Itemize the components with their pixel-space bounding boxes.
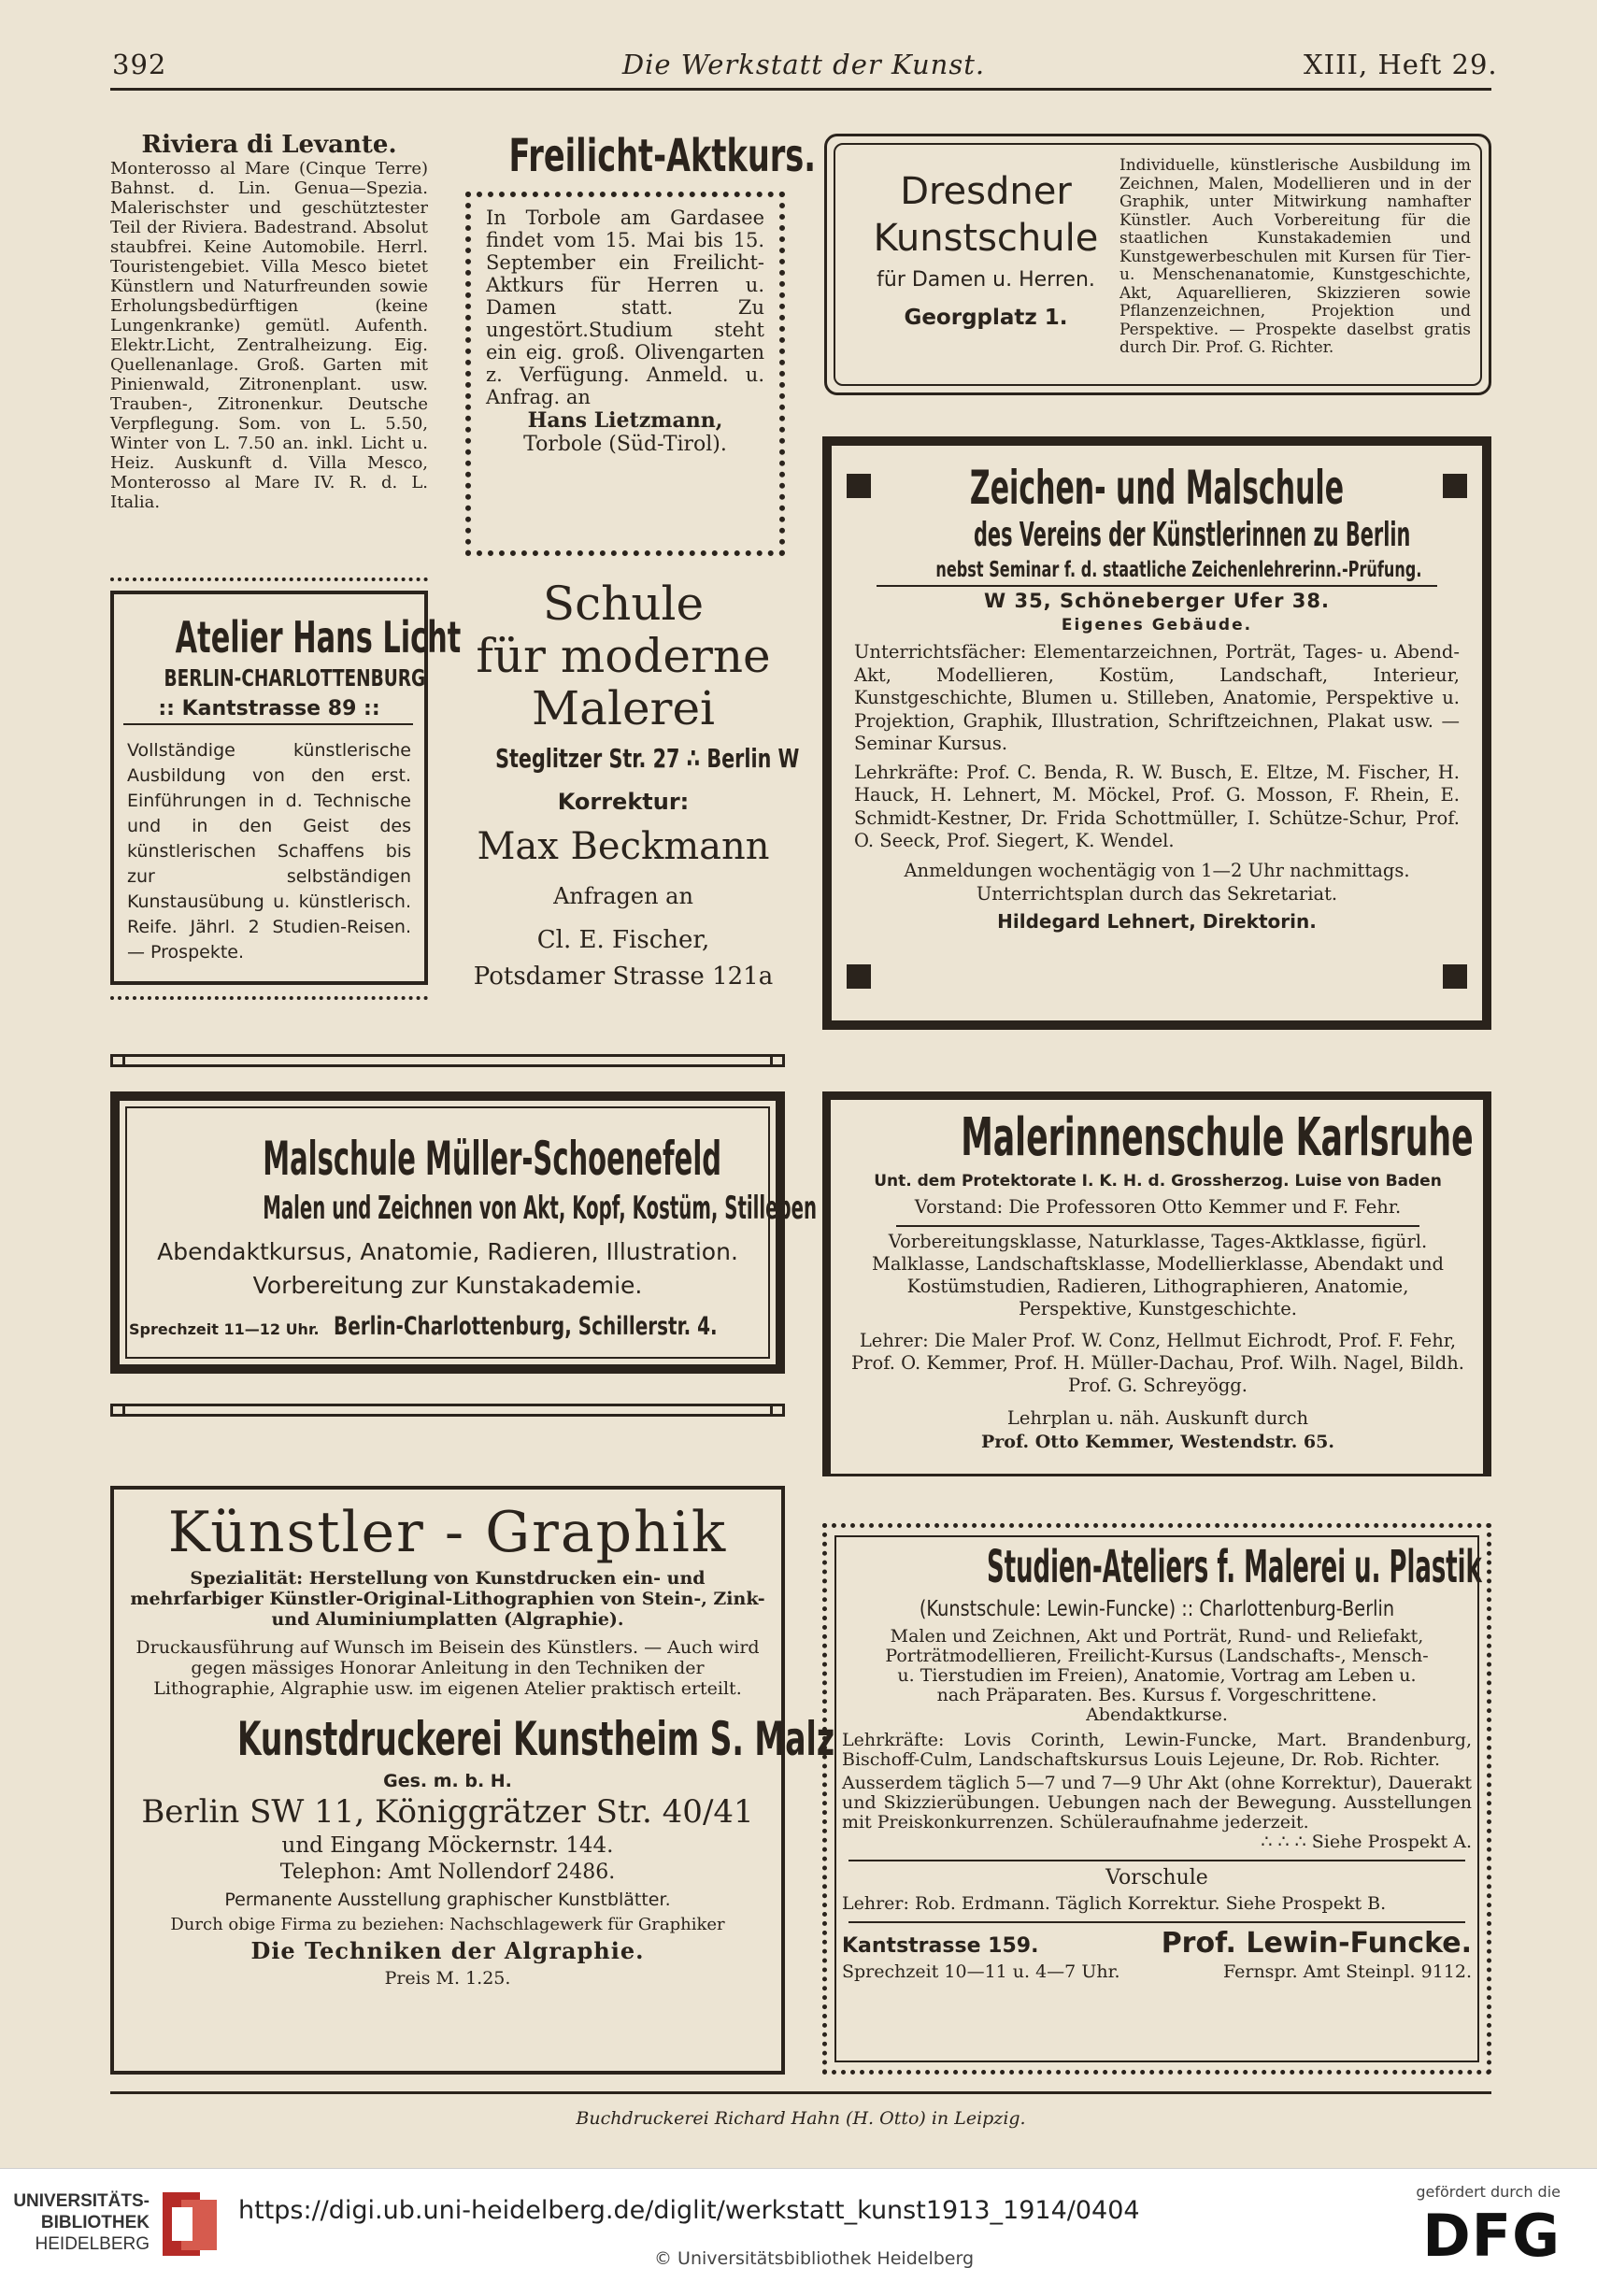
library-name [0, 2190, 150, 2255]
ad-mueller-subtitle: Malen und Zeichnen von Akt, Kopf, Kostüm, Stilleben [263, 1190, 818, 1227]
ad-mueller-footer [129, 1312, 766, 1341]
ad-mueller-title: Malschule Müller-Schoenefeld [263, 1132, 722, 1186]
ad-dresden-body: Individuelle, künstlerische Ausbildung im Zeichnen, Malen, Modellieren und in der Graphik, unter Mitwirkung namhafter Künstler. Auch Vorbereitung für die staatlichen Kunstakademien und Kunstgewerbeschulen mit Kursen für Tier- u. Menschenanatomie, Kunstgeschichte, Akt, Aquarellieren, Skizzieren sowie Pflanzenzeichnen, Projektion und Perspektive. — Prospekte daselbst gratis durch Dir. Prof. G. Richter. [1119, 156, 1471, 357]
library-footer [0, 2168, 1597, 2296]
ad-graphik-entrance: und Eingang Möckernstr. 144. [281, 1833, 614, 1858]
separator-dotted [110, 578, 428, 581]
ad-moderne-title-1: Schule [542, 577, 705, 631]
ad-mueller-hours: Sprechzeit 11—12 Uhr. [129, 1320, 320, 1338]
separator-bar [110, 1404, 785, 1417]
ad-funcke-prof: Prof. Lewin-Funcke. [1161, 1927, 1472, 1960]
ad-karlsruhe-board: Vorstand: Die Professoren Otto Kemmer und F. Fehr. [914, 1196, 1402, 1218]
ad-moderne-korrektur: Korrektur: [557, 789, 690, 815]
ad-funcke-rule [848, 1860, 1465, 1861]
library-name-line: UNIVERSITÄTS- [13, 2191, 150, 2211]
ad-karlsruhe-plan-1: Lehrplan u. näh. Auskunft durch [1006, 1407, 1309, 1429]
ad-freilicht-place: Torbole (Süd-Tirol). [523, 433, 727, 456]
ad-verein-address: W 35, Schöneberger Ufer 38. [983, 590, 1330, 612]
ad-karlsruhe-title: Malerinnenschule Karlsruhe [961, 1107, 1474, 1168]
ad-funcke-hours: Sprechzeit 10—11 u. 4—7 Uhr. [842, 1961, 1120, 1982]
ad-moderne [450, 577, 800, 992]
ad-riviera-body: Monterosso al Mare (Cinque Terre) Bahnst. d. Lin. Genua—Spezia. Malerischster und geschütztester Teil der Riviera. Badestrand. Absolut staubfrei. Keine Automobile. Herrl. Touristengebiet. Villa Mesco bietet Künstlern und Naturfreunden sowie Erholungsbedürftigen (keine Lungenkranke) gemütl. Aufenth. Elektr.Licht, Zentralheizung. Eig. Quellenanlage. Groß. Garten mit Pinienwald, Zitronenplant. usw. Trauben-, Zitronenkur. Deutsche Verpflegung. Som. von L. 5.50, Winter von L. 7.50 an. inkl. Licht u. Heiz. Auskunft d. Villa Mesco, Monterosso al Mare IV. R. d. L. Italia. [110, 159, 428, 512]
ad-verein-teachers: Lehrkräfte: Prof. C. Benda, R. W. Busch, E. Eltze, M. Fischer, H. Hauck, H. Lehnert, M. Möckel, Prof. G. Mosson, F. Rhein, E. Schmidt-Kestner, Dr. Frida Schottmüller, I. Schütze-Schur, Prof. O. Seeck, Prof. Siegert, K. Wendel. [854, 761, 1460, 851]
ad-karlsruhe-content [840, 1107, 1476, 1453]
ad-graphik-title: Künstler - Graphik [167, 1500, 728, 1565]
ad-verein-title-1: Zeichen- und Malschule [969, 461, 1345, 515]
ad-graphik-company: Kunstdruckerei Kunstheim S. Malz [236, 1712, 835, 1766]
ad-licht-city: BERLIN-CHARLOTTENBURG [164, 664, 426, 692]
ad-graphik-gmbh: Ges. m. b. H. [383, 1771, 512, 1791]
ad-licht-title: Atelier Hans Licht [175, 612, 462, 663]
ad-karlsruhe-classes: Vorbereitungsklasse, Naturklasse, Tages-Aktklasse, figürl. Malklasse, Landschaftsklasse, Modellierklasse, Abendakt und Kostümstudien, Radieren, Lithographieren, Anatomie, Perspektive, Kunstgeschichte. [871, 1231, 1445, 1319]
ad-funcke-phone: Fernspr. Amt Steinpl. 9112. [1222, 1961, 1472, 1982]
ad-verein-square [1443, 964, 1467, 989]
ad-verein-title-2: des Vereins der Künstlerinnen zu Berlin [973, 516, 1411, 554]
journal-title: Die Werkstatt der Kunst. [621, 49, 986, 80]
bottom-rule [110, 2091, 1491, 2094]
ad-mueller [110, 1091, 818, 1374]
ad-graphik-phone: Telephon: Amt Nollendorf 2486. [279, 1861, 616, 1884]
ad-verein-building: Eigenes Gebäude. [1061, 616, 1253, 635]
ad-funcke-extra: Ausserdem täglich 5—7 und 7—9 Uhr Akt (ohne Korrektur), Dauerakt und Skizzierübungen. Uebungen nach der Bewegung. Ausstellungen mit Preiskonkurrenzen. Schüleraufnahme jederzeit. [842, 1773, 1472, 1833]
ad-funcke-street: Kantstrasse 159. [842, 1934, 1039, 1958]
ad-karlsruhe-patron: Unt. dem Protektorate I. K. H. d. Grossherzog. Luise von Baden [874, 1172, 1442, 1191]
copyright: © Universitätsbibliothek Heidelberg [654, 2248, 975, 2269]
ad-dresden-address: Georgplatz 1. [904, 306, 1068, 330]
separator-end [770, 1054, 785, 1067]
ad-dresden-title-1: Dresdner [900, 170, 1072, 213]
ad-funcke-contact-row [842, 1927, 1472, 1960]
ad-funcke [822, 1523, 1491, 2075]
ad-graphik [110, 1486, 835, 2075]
ad-karlsruhe-plan-2: Prof. Otto Kemmer, Westendstr. 65. [981, 1432, 1334, 1452]
ad-verein-director: Hildegard Lehnert, Direktorin. [997, 909, 1317, 933]
separator-end [110, 1404, 125, 1417]
ad-graphik-execution: Druckausführung auf Wunsch im Beisein des Künstlers. — Auch wird gegen mässiges Honorar Anleitung in den Techniken der Lithographie, Algraphie usw. im eigenen Atelier praktisch erteilt. [135, 1637, 760, 1699]
dfg-logo: DFG [1422, 2202, 1561, 2270]
ad-funcke-title: Studien-Ateliers f. Malerei u. Plastik [987, 1541, 1482, 1593]
separator-end [770, 1404, 785, 1417]
ad-licht-street: :: Kantstrasse 89 :: [158, 697, 380, 720]
ad-mueller-body: Abendaktkursus, Anatomie, Radieren, Illustration. Vorbereitung zur Kunstakademie. [157, 1238, 738, 1299]
ad-dresden-title-2: Kunstschule [873, 217, 1099, 260]
permalink-url[interactable]: https://digi.ub.uni-heidelberg.de/diglit/werkstatt_kunst1913_1914/0404 [238, 2196, 1140, 2225]
ad-karlsruhe-rule [896, 1225, 1419, 1227]
ad-graphik-address: Berlin SW 11, Königgrätzer Str. 40/41 [141, 1793, 754, 1831]
ad-karlsruhe [822, 1091, 1491, 1476]
ad-verein-square [847, 964, 871, 989]
library-name-line: BIBLIOTHEK [40, 2213, 150, 2232]
ad-verein-content [841, 460, 1473, 937]
library-name-line: HEIDELBERG [35, 2234, 150, 2254]
footer-divider [0, 2168, 1597, 2169]
ad-verein-plan: Unterrichtsplan durch das Sekretariat. [976, 882, 1338, 905]
ad-licht-rule [123, 723, 413, 725]
ad-funcke-school: (Kunstschule: Lewin-Funcke) :: Charlottenburg-Berlin [919, 1597, 1395, 1621]
ad-freilicht-body: In Torbole am Gardasee findet vom 15. Mai bis 15. September ein Freilicht-Aktkurs für Herren u. Damen statt. Zu ungestört.Studium steht ein eig. groß. Olivengarten z. Verfügung. Anmeld. u. Anfrag. an [486, 207, 764, 408]
ad-funcke-hours-row [842, 1960, 1472, 1984]
ad-funcke-prospekt: ∴ ∴ ∴ Siehe Prospekt A. [1261, 1832, 1472, 1852]
ad-verein-subjects: Unterrichtsfächer: Elementarzeichnen, Porträt, Tages- u. Abend-Akt, Modellieren, Kostüm, Landschaft, Interieur, Kunstgeschichte, Blumen u. Stilleben, Anatomie, Perspektive u. Projektion, Graphik, Illustration, Schriftzeichnen, Plakat usw. — Seminar Kursus. [854, 641, 1460, 754]
ad-verein-title-3: nebst Seminar f. d. staatliche Zeichenlehrerinn.-Prüfung. [935, 558, 1422, 582]
ad-moderne-inquiries: Anfragen an [553, 883, 693, 909]
ad-freilicht-contact: Hans Lietzmann, [527, 408, 723, 433]
ad-licht-body: Vollständige künstlerische Ausbildung von den erst. Einführungen in d. Technische und in den Geist des künstlerischen Schaffens bis zur selbständigen Kunstausübung u. künstlerisch. Reife. Jährl. 2 Studien-Reisen. — Prospekte. [127, 740, 411, 963]
ad-graphik-exhibition: Permanente Ausstellung graphischer Kunstblätter. [224, 1890, 671, 1910]
ad-moderne-title-2: für moderne [476, 629, 771, 683]
separator-dotted [110, 996, 428, 1000]
issue-label: XIII, Heft 29. [1304, 49, 1498, 80]
ad-verein [822, 436, 1491, 1030]
ad-freilicht-frame [465, 192, 785, 556]
ad-graphik-specialty: Spezialität: Herstellung von Kunstdrucken ein- und mehrfarbiger Künstler-Original-Lithographien von Stein-, Zink- und Aluminiumplatten (Algraphie). [130, 1568, 765, 1630]
ad-moderne-title-3: Malerei [531, 681, 716, 735]
separator-end [110, 1054, 125, 1067]
ad-funcke-teachers: Lehrkräfte: Lovis Corinth, Lewin-Funcke, Mart. Brandenburg, Bischoff-Culm, Landschaftskursus Louis Lejeune, Dr. Rob. Richter. [842, 1730, 1472, 1770]
ad-mueller-address: Berlin-Charlottenburg, Schillerstr. 4. [333, 1312, 718, 1341]
ad-funcke-content [842, 1539, 1482, 1984]
ad-graphik-book: Die Techniken der Algraphie. [250, 1937, 645, 1964]
ad-riviera-title: Riviera di Levante. [141, 131, 397, 159]
ad-licht [110, 591, 462, 985]
ad-karlsruhe-teachers: Lehrer: Die Maler Prof. W. Conz, Hellmut Eichrodt, Prof. F. Fehr, Prof. O. Kemmer, Prof. H. Müller-Dachau, Prof. Wilh. Nagel, Bildh. Prof. G. Schreyögg. [851, 1330, 1464, 1396]
page-number: 392 [112, 49, 167, 80]
ad-riviera [110, 131, 428, 512]
ad-dresden-head [846, 168, 1126, 336]
ad-freilicht [460, 129, 817, 183]
funded-by: gefördert durch die [1416, 2183, 1561, 2201]
ad-moderne-teacher: Max Beckmann [477, 825, 770, 868]
ad-graphik-price: Preis M. 1.25. [384, 1968, 511, 1989]
ad-graphik-order: Durch obige Firma zu beziehen: Nachschlagewerk für Graphiker [170, 1915, 725, 1934]
ad-funcke-rule [848, 1921, 1465, 1923]
separator-bar [110, 1054, 785, 1067]
ad-freilicht-title: Freilicht-Aktkurs. [508, 130, 817, 182]
ad-moderne-address: Steglitzer Str. 27 ∴ Berlin W [495, 743, 800, 774]
header-rule [110, 88, 1491, 91]
ad-funcke-courses: Malen und Zeichnen, Akt und Porträt, Rund- und Reliefakt, Porträtmodellieren, Freilicht-Kursus (Landschafts-, Mensch- u. Tierstudien im Freien), Anatomie, Vortrag am Leben u. nach Präparaten. Bes. Kursus f. Vorgeschrittene. Abendaktkurse. [885, 1626, 1429, 1725]
ad-moderne-contact-1: Cl. E. Fischer, [536, 926, 710, 954]
ad-dresden-subtitle: für Damen u. Herren. [877, 268, 1095, 292]
printer-line: Buchdruckerei Richard Hahn (H. Otto) in Leipzig. [576, 2108, 1026, 2129]
ad-verein-registration: Anmeldungen wochentägig von 1—2 Uhr nachmittags. [904, 859, 1410, 881]
ad-funcke-vorschule: Vorschule [1105, 1866, 1208, 1890]
ad-mueller-content [129, 1131, 818, 1341]
ad-moderne-contact-2: Potsdamer Strasse 121a [473, 963, 774, 991]
ad-funcke-vorschule-teacher: Lehrer: Rob. Erdmann. Täglich Korrektur. Siehe Prospekt B. [842, 1893, 1387, 1914]
library-logo-icon [159, 2189, 222, 2260]
